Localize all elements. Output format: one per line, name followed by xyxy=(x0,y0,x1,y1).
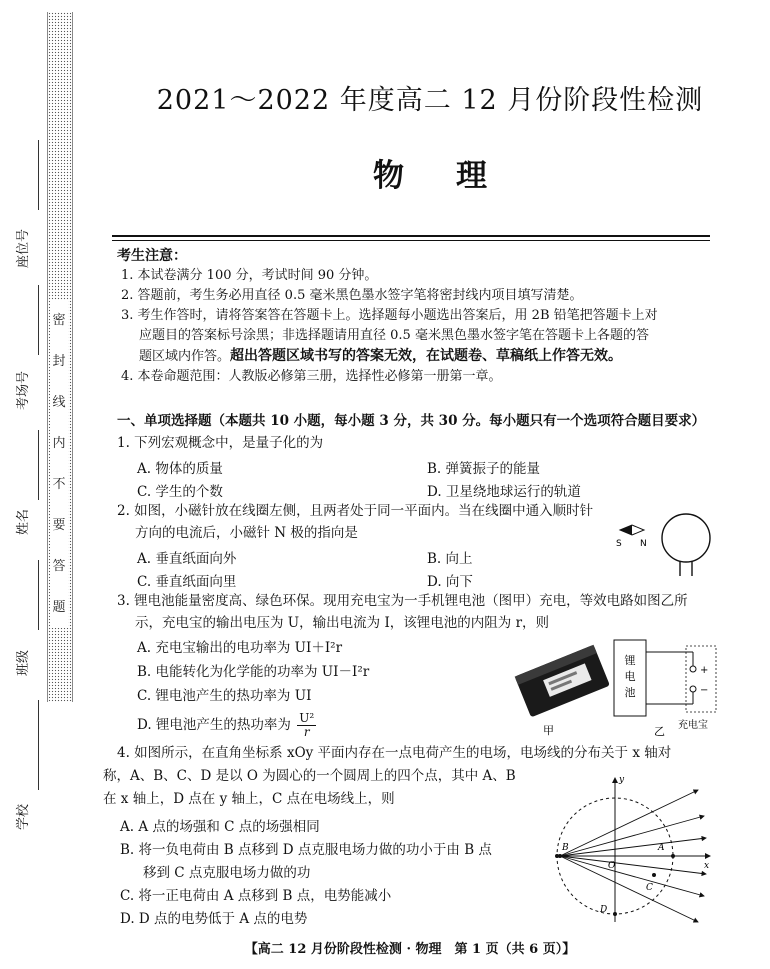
notice-item: 题区域内作答。 xyxy=(139,349,231,364)
notice-item: 4. 本卷命题范围：人教版必修第三册，选择性必修第一册第一章。 xyxy=(121,369,502,384)
exam-room-label: 考场号 xyxy=(16,370,31,410)
seal-char: 答 xyxy=(50,546,68,587)
seal-words xyxy=(50,300,68,628)
q3-option-b: B. 电能转化为化学能的功率为 UI－I²r xyxy=(137,664,370,680)
fraction-denominator: r xyxy=(303,725,310,739)
q1-stem: 1. 下列宏观概念中，是量子化的为 xyxy=(117,435,324,451)
q2-option-d: D. 向下 xyxy=(427,574,473,590)
q3-option-d-text: D. 锂电池产生的热功率为 xyxy=(137,717,291,733)
label-d: D xyxy=(600,905,608,915)
q4-stem-1: 4. 如图所示，在直角坐标系 xOy 平面内存在一点电荷产生的电场，电场线的分布关于 x 轴对 xyxy=(117,745,672,761)
seal-char: 线 xyxy=(50,382,68,423)
q4-option-b-2: 移到 C 点克服电场力做的功 xyxy=(143,865,311,881)
seat-label: 座位号 xyxy=(16,228,31,268)
subject-title: 物理 xyxy=(373,158,539,194)
q1-option-b: B. 弹簧振子的能量 xyxy=(427,461,541,477)
point-d xyxy=(613,912,617,916)
label-a: A xyxy=(658,843,665,853)
charger-label: 充电宝 xyxy=(678,720,708,731)
notice-item: 1. 本试卷满分 100 分，考试时间 90 分钟。 xyxy=(121,268,378,283)
battery-char: 锂 xyxy=(624,654,636,667)
seal-char: 密 xyxy=(50,300,68,341)
point-b xyxy=(555,854,559,858)
minus-label: − xyxy=(700,685,709,696)
notice-item: 3. 考生作答时，请将答案答在答题卡上。选择题每小题选出答案后，用 2B 铅笔把答题卡上对 xyxy=(121,308,658,323)
seal-char: 不 xyxy=(50,464,68,505)
q3-figure-battery xyxy=(505,632,615,737)
label-c: C xyxy=(646,883,653,893)
school-label: 学校 xyxy=(16,803,31,830)
q2-figure xyxy=(610,508,720,588)
fraction-numerator: U² xyxy=(299,711,315,725)
q3-figure-circuit xyxy=(608,632,723,737)
header-rule-thin xyxy=(112,240,710,241)
q3-stem-1: 3. 锂电池能量密度高、绿色环保。现用充电宝为一手机锂电池（图甲）充电，等效电路如图乙所 xyxy=(117,593,688,609)
class-line[interactable] xyxy=(38,560,39,630)
terminal-plus xyxy=(690,666,696,672)
q2-stem-2: 方向的电流后，小磁针 N 极的指向是 xyxy=(135,525,358,541)
notice-heading: 考生注意： xyxy=(117,248,187,264)
q4-option-a: A. A 点的场强和 C 点的场强相同 xyxy=(120,819,320,835)
q3-option-d xyxy=(137,712,316,739)
name-label: 姓名 xyxy=(16,508,31,535)
fig-jia-label: 甲 xyxy=(543,724,554,737)
field-line xyxy=(560,838,706,856)
exam-title: 2021～2022 年度高二 12 月份阶段性检测 xyxy=(156,85,704,116)
page-footer: 【高二 12 月份阶段性检测 · 物理 第 1 页（共 6 页）】 xyxy=(244,942,576,957)
fraction xyxy=(297,712,316,739)
class-label: 班级 xyxy=(16,649,31,676)
seat-line[interactable] xyxy=(38,140,39,210)
exam-room-line[interactable] xyxy=(38,285,39,355)
name-line[interactable] xyxy=(38,430,39,500)
q4-stem-2: 称，A、B、C、D 是以 O 为圆心的一个圆周上的四个点，其中 A、B xyxy=(103,768,516,784)
q1-option-c: C. 学生的个数 xyxy=(137,484,223,500)
battery-char: 池 xyxy=(624,686,636,699)
seal-char: 封 xyxy=(50,341,68,382)
q2-option-a: A. 垂直纸面向外 xyxy=(137,551,237,567)
q1-option-a: A. 物体的质量 xyxy=(137,461,223,477)
q3-option-a: A. 充电宝输出的电功率为 UI＋I²r xyxy=(137,640,343,656)
q4-figure xyxy=(548,772,720,932)
q4-option-c: C. 将一正电荷由 A 点移到 B 点，电势能减小 xyxy=(120,888,392,904)
notice-item: 应题目的答案标号涂黑；非选择题请用直径 0.5 毫米黑色墨水签字笔在答题卡上各题的答 xyxy=(139,328,649,343)
point-a xyxy=(671,854,675,858)
seal-char: 题 xyxy=(50,587,68,628)
q4-stem-3: 在 x 轴上，D 点在 y 轴上，C 点在电场线上，则 xyxy=(103,791,395,807)
notice-emphasis: 超出答题区域书写的答案无效，在试题卷、草稿纸上作答无效。 xyxy=(230,348,623,364)
label-x: x xyxy=(704,861,710,871)
header-rule xyxy=(112,235,710,237)
label-b: B xyxy=(562,843,569,853)
compass-needle-half xyxy=(620,525,632,535)
q1-option-d: D. 卫星绕地球运行的轨道 xyxy=(427,484,581,500)
point-c xyxy=(652,873,656,877)
battery-char: 电 xyxy=(624,670,636,683)
notice-item-line xyxy=(117,346,717,367)
charger-outline xyxy=(686,646,716,712)
notice-item: 2. 答题前，考生务必用直径 0.5 毫米黑色墨水签字笔将密封线内项目填写清楚。 xyxy=(121,288,583,303)
label-y: y xyxy=(619,775,625,785)
q3-option-c: C. 锂电池产生的热功率为 UI xyxy=(137,688,312,704)
q3-stem-2: 示，充电宝的输出电压为 U，输出电流为 I，该锂电池的内阻为 r，则 xyxy=(135,615,550,631)
notice-block xyxy=(117,246,717,387)
label-o: O xyxy=(608,861,616,871)
coil xyxy=(662,514,710,562)
q2-option-c: C. 垂直纸面向里 xyxy=(137,574,237,590)
section-heading: 一、单项选择题（本题共 10 小题，每小题 3 分，共 30 分。每小题只有一个选项符合题目要求） xyxy=(117,413,706,429)
q4-option-b-1: B. 将一负电荷由 B 点移到 D 点克服电场力做的功小于由 B 点 xyxy=(120,842,492,858)
terminal-minus xyxy=(690,686,696,692)
needle-n-label: N xyxy=(640,539,647,549)
seal-char: 内 xyxy=(50,423,68,464)
q2-option-b: B. 向上 xyxy=(427,551,473,567)
needle-s-label: S xyxy=(616,539,622,549)
q2-stem-1: 2. 如图，小磁针放在线圈左侧，且两者处于同一平面内。当在线圈中通入顺时针 xyxy=(117,503,594,519)
plus-label: + xyxy=(700,665,709,676)
q4-option-d: D. D 点的电势低于 A 点的电势 xyxy=(120,911,308,927)
fig-yi-label: 乙 xyxy=(654,725,665,737)
field-line xyxy=(560,856,706,874)
seal-char: 要 xyxy=(50,505,68,546)
school-line[interactable] xyxy=(38,700,39,790)
